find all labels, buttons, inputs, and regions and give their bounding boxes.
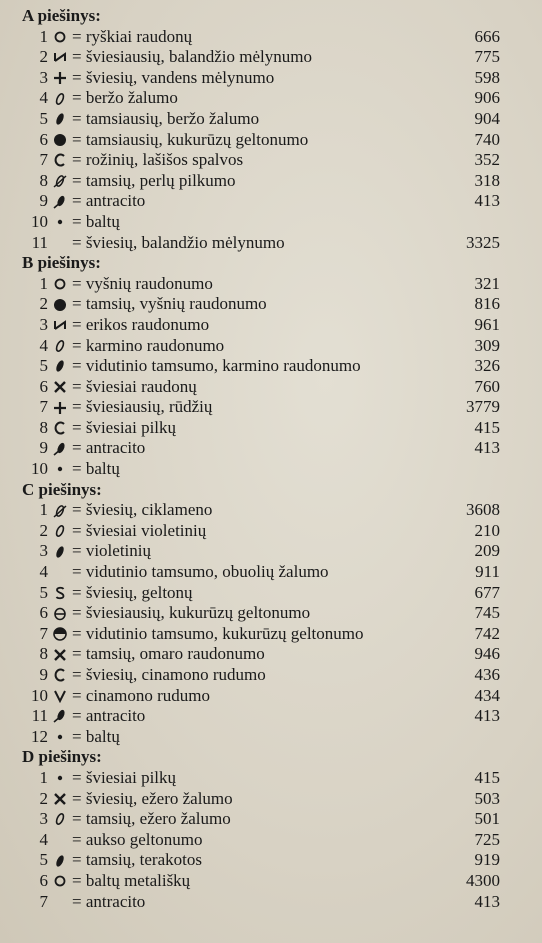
color-description: = antracito (72, 191, 146, 211)
row-number: 6 (39, 870, 48, 890)
legend-row (22, 686, 522, 707)
color-code: 666 (474, 26, 500, 46)
legend-row (22, 294, 522, 315)
color-code: 745 (474, 603, 500, 623)
legend-row (22, 47, 522, 68)
legend-row (22, 315, 522, 336)
open-oval-icon (48, 811, 72, 827)
ring-icon (48, 874, 72, 888)
open-oval-icon (48, 91, 72, 107)
legend-row (22, 377, 522, 398)
legend-row (22, 789, 522, 810)
legend-row (22, 603, 522, 624)
color-description: = tamsių, terakotos (72, 850, 202, 870)
legend-row (22, 850, 522, 871)
row-number: 7 (39, 623, 48, 643)
legend-row (22, 274, 522, 295)
legend-row (22, 727, 522, 748)
color-code: 904 (474, 108, 500, 128)
row-number: 3 (39, 541, 48, 561)
color-description: = violetinių (72, 541, 151, 561)
row-number: 7 (39, 397, 48, 417)
legend-row (22, 356, 522, 377)
color-code: 3779 (466, 397, 500, 417)
row-number: 5 (39, 582, 48, 602)
legend-row (22, 191, 522, 212)
legend-row (22, 830, 522, 851)
legend-row (22, 68, 522, 89)
color-code: 725 (474, 829, 500, 849)
color-description: = antracito (72, 438, 146, 458)
dot-icon (48, 464, 72, 474)
legend-row (22, 706, 522, 727)
row-number: 2 (39, 294, 48, 314)
filled-circle-icon (48, 297, 72, 313)
row-number: 10 (31, 459, 48, 479)
slashed-filled-oval-icon (48, 194, 72, 210)
half-circle-icon (48, 626, 72, 642)
c-icon (48, 152, 72, 168)
row-number: 8 (39, 170, 48, 190)
row-number: 9 (39, 191, 48, 211)
color-description: = baltų (72, 726, 120, 746)
row-number: 7 (39, 891, 48, 911)
color-code: 677 (474, 582, 500, 602)
legend-row (22, 397, 522, 418)
color-code: 415 (474, 767, 500, 787)
cross-icon (48, 791, 72, 807)
section-title: C piešinys: (22, 479, 102, 499)
row-number: 6 (39, 376, 48, 396)
legend-row (22, 150, 522, 171)
color-code: 318 (474, 170, 500, 190)
color-description: = baltų (72, 211, 120, 231)
color-code: 816 (474, 294, 500, 314)
color-description: = tamsiausių, kukurūzų geltonumo (72, 129, 309, 149)
row-number: 7 (39, 150, 48, 170)
color-code: 436 (474, 665, 500, 684)
legend-row (22, 624, 522, 645)
color-description: = šviesiausių, balandžio mėlynumo (72, 47, 312, 67)
cropped-top-line (20, 0, 532, 3)
color-code: 775 (474, 47, 500, 67)
legend-row (22, 109, 522, 130)
color-description: = šviesiai violetinių (72, 520, 207, 540)
row-number: 1 (39, 273, 48, 293)
color-code: 4300 (466, 870, 500, 890)
color-code: 415 (474, 417, 500, 437)
color-description: = šviesių, ežero žalumo (72, 788, 233, 808)
legend-row (22, 459, 522, 480)
color-code: 352 (474, 150, 500, 170)
color-description: = tamsių, perlų pilkumo (72, 170, 236, 190)
hook-icon (48, 318, 72, 332)
theta-icon (48, 606, 72, 622)
color-description: = cinamono rudumo (72, 685, 211, 705)
color-description: = karmino raudonumo (72, 335, 225, 355)
legend-row (22, 130, 522, 151)
color-description: = baltų (72, 459, 120, 479)
s-icon (48, 585, 72, 601)
row-number: 11 (31, 706, 48, 726)
color-description: = aukso geltonumo (72, 829, 203, 849)
slashed-filled-oval-icon (48, 708, 72, 724)
row-number: 9 (39, 665, 48, 684)
section-title: D piešinys: (22, 747, 102, 767)
color-description: = vidutinio tamsumo, obuolių žalumo (72, 562, 329, 582)
row-number: 4 (39, 829, 48, 849)
row-number: 12 (31, 726, 48, 746)
color-code: 326 (474, 356, 500, 376)
legend-row (22, 521, 522, 542)
c-icon (48, 420, 72, 436)
color-code: 961 (474, 314, 500, 334)
row-number: 3 (39, 809, 48, 829)
color-code: 3325 (466, 232, 500, 252)
v-icon (48, 689, 72, 703)
color-description: = šviesiausių, kukurūzų geltonumo (72, 603, 311, 623)
dot-icon (48, 217, 72, 227)
color-description: = antracito (72, 891, 146, 911)
section-title: A piešinys: (22, 6, 101, 25)
color-description: = baltų metališkų (72, 870, 191, 890)
color-description: = šviesiai pilkų (72, 767, 177, 787)
row-number: 10 (31, 685, 48, 705)
color-description: = šviesių, vandens mėlynumo (72, 67, 275, 87)
legend-row (22, 212, 522, 233)
filled-oval-icon (48, 544, 72, 560)
legend-row (22, 768, 522, 789)
row-number: 1 (39, 26, 48, 46)
color-description: = tamsių, vyšnių raudonumo (72, 294, 267, 314)
slashed-oval-icon (48, 173, 72, 189)
color-description: = šviesių, ciklameno (72, 500, 213, 520)
hook-icon (48, 50, 72, 64)
ring-icon (48, 30, 72, 44)
filled-circle-icon (48, 132, 72, 148)
color-code: 413 (474, 191, 500, 211)
legend-row (22, 541, 522, 562)
row-number: 4 (39, 88, 48, 108)
row-number: 5 (39, 850, 48, 870)
color-description: = šviesių, balandžio mėlynumo (72, 232, 285, 252)
color-description: = šviesiai raudonų (72, 376, 197, 396)
row-number: 4 (39, 562, 48, 582)
ring-icon (48, 277, 72, 291)
color-code: 911 (475, 562, 500, 582)
color-code: 946 (474, 644, 500, 664)
legend-row (22, 418, 522, 439)
color-code: 598 (474, 67, 500, 87)
color-code: 210 (474, 520, 500, 540)
row-number: 4 (39, 335, 48, 355)
color-description: = tamsiausių, beržo žalumo (72, 108, 260, 128)
dot-icon (48, 732, 72, 742)
row-number: 1 (39, 767, 48, 787)
filled-oval-icon (48, 853, 72, 869)
color-description: = šviesių, cinamono rudumo (72, 665, 266, 684)
row-number: 8 (39, 644, 48, 664)
row-number: 2 (39, 520, 48, 540)
color-code: 309 (474, 335, 500, 355)
row-number: 6 (39, 603, 48, 623)
row-number: 10 (31, 211, 48, 231)
plus-icon (48, 70, 72, 86)
row-number: 2 (39, 788, 48, 808)
row-number: 6 (39, 129, 48, 149)
color-code: 413 (474, 438, 500, 458)
color-code: 413 (474, 891, 500, 911)
color-code: 760 (474, 376, 500, 396)
color-code: 919 (474, 850, 500, 870)
legend-row (22, 233, 522, 254)
color-description: = tamsių, ežero žalumo (72, 809, 231, 829)
color-description: = šviesiausių, rūdžių (72, 397, 213, 417)
color-code: 413 (474, 706, 500, 726)
filled-oval-icon (48, 111, 72, 127)
plus-icon (48, 400, 72, 416)
legend-row (22, 88, 522, 109)
legend-row (22, 809, 522, 830)
row-number: 11 (31, 232, 48, 252)
legend-row (22, 562, 522, 583)
color-description: = vidutinio tamsumo, karmino raudonumo (72, 356, 361, 376)
legend-row (22, 665, 522, 686)
row-number: 3 (39, 314, 48, 334)
cross-icon (48, 379, 72, 395)
slashed-oval-icon (48, 503, 72, 519)
legend-row (22, 871, 522, 892)
row-number: 5 (39, 356, 48, 376)
color-code: 321 (474, 273, 500, 293)
legend-row (22, 171, 522, 192)
legend-row (22, 336, 522, 357)
color-description: = šviesių, geltonų (72, 582, 193, 602)
legend-content (22, 6, 522, 912)
section-title: B piešinys: (22, 253, 101, 273)
color-description: = vyšnių raudonumo (72, 273, 213, 293)
color-code: 3608 (466, 500, 500, 520)
color-description: = beržo žalumo (72, 88, 178, 108)
legend-row (22, 583, 522, 604)
dot-icon (48, 773, 72, 783)
color-description: = rožinių, lašišos spalvos (72, 150, 244, 170)
color-code: 503 (474, 788, 500, 808)
color-description: = erikos raudonumo (72, 314, 210, 334)
color-description: = vidutinio tamsumo, kukurūzų geltonumo (72, 623, 364, 643)
open-oval-icon (48, 523, 72, 539)
legend-row (22, 438, 522, 459)
row-number: 1 (39, 500, 48, 520)
row-number: 2 (39, 47, 48, 67)
c-icon (48, 667, 72, 683)
color-code: 906 (474, 88, 500, 108)
legend-row (22, 500, 522, 521)
slashed-filled-oval-icon (48, 441, 72, 457)
row-number: 9 (39, 438, 48, 458)
filled-oval-icon (48, 358, 72, 374)
open-oval-icon (48, 338, 72, 354)
cross-icon (48, 647, 72, 663)
legend-row (22, 892, 522, 913)
color-description: = ryškiai raudonų (72, 26, 193, 46)
color-code: 740 (474, 129, 500, 149)
row-number: 3 (39, 67, 48, 87)
color-description: = antracito (72, 706, 146, 726)
legend-row (22, 644, 522, 665)
legend-row (22, 27, 522, 48)
color-code: 501 (474, 809, 500, 829)
color-code: 434 (474, 685, 500, 705)
row-number: 5 (39, 108, 48, 128)
color-description: = tamsių, omaro raudonumo (72, 644, 265, 664)
color-code: 209 (474, 541, 500, 561)
color-description: = šviesiai pilkų (72, 417, 177, 437)
row-number: 8 (39, 417, 48, 437)
color-code: 742 (474, 623, 500, 643)
